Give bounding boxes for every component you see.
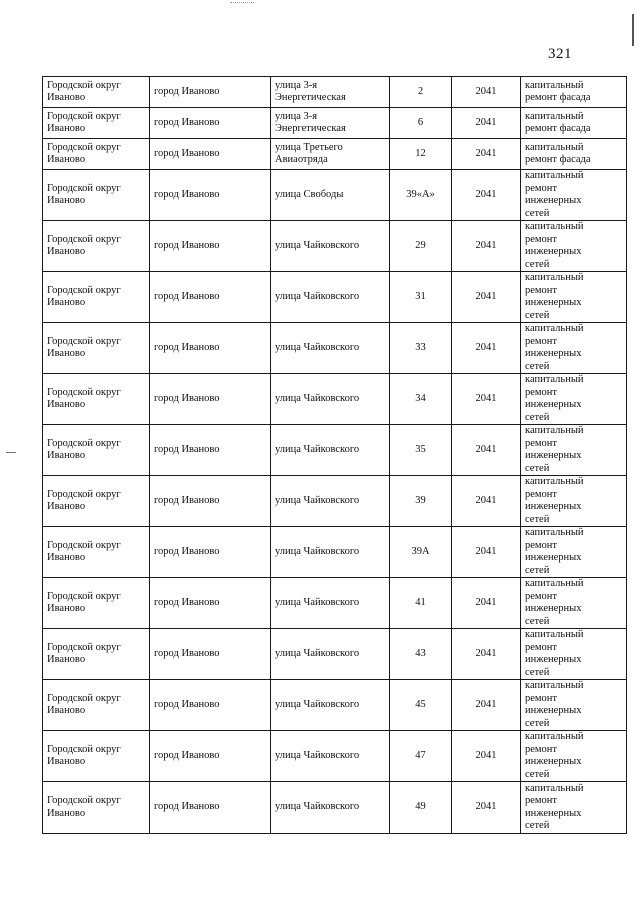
street-cell: улица Чайковского <box>271 374 390 425</box>
work-type-text: капитальный ремонт инженерных сетей <box>525 323 584 372</box>
year-cell: 2041 <box>452 374 521 425</box>
house-number-cell: 33 <box>390 323 452 374</box>
work-type-text: капитальный ремонт фасада <box>525 110 591 134</box>
table-row <box>43 425 627 476</box>
house-number-cell: 31 <box>390 272 452 323</box>
work-type-text: капитальный ремонт инженерных сетей <box>525 425 584 474</box>
house-number-cell: 34 <box>390 374 452 425</box>
work-type-text: капитальный ремонт инженерных сетей <box>525 221 584 270</box>
scan-artifact <box>230 2 254 6</box>
repair-schedule-table <box>42 76 627 834</box>
work-type-cell <box>521 782 627 834</box>
work-type-text: капитальный ремонт инженерных сетей <box>525 680 584 729</box>
table-row <box>43 221 627 272</box>
year-cell: 2041 <box>452 527 521 578</box>
municipality-cell: Городской округ Иваново <box>43 374 150 425</box>
table-row <box>43 476 627 527</box>
house-number-cell: 43 <box>390 629 452 680</box>
municipality-cell: Городской округ Иваново <box>43 782 150 834</box>
settlement-cell: город Иваново <box>150 374 271 425</box>
scan-edge-artifact <box>632 14 634 46</box>
table-row <box>43 170 627 221</box>
house-number-cell: 12 <box>390 139 452 170</box>
street-cell: улица Третьего Авиаотряда <box>271 139 390 170</box>
work-type-text: капитальный ремонт инженерных сетей <box>525 272 584 321</box>
street-cell: улица Чайковского <box>271 221 390 272</box>
table-row <box>43 108 627 139</box>
house-number-cell: 39 <box>390 476 452 527</box>
year-cell: 2041 <box>452 629 521 680</box>
street-cell: улица Чайковского <box>271 782 390 834</box>
work-type-cell <box>521 629 627 680</box>
year-cell: 2041 <box>452 578 521 629</box>
work-type-cell <box>521 578 627 629</box>
work-type-cell <box>521 731 627 782</box>
year-cell: 2041 <box>452 272 521 323</box>
municipality-cell: Городской округ Иваново <box>43 323 150 374</box>
work-type-text: капитальный ремонт инженерных сетей <box>525 731 584 780</box>
settlement-cell: город Иваново <box>150 782 271 834</box>
settlement-cell: город Иваново <box>150 221 271 272</box>
municipality-cell: Городской округ Иваново <box>43 272 150 323</box>
municipality-cell: Городской округ Иваново <box>43 425 150 476</box>
table-row <box>43 323 627 374</box>
settlement-cell: город Иваново <box>150 731 271 782</box>
settlement-cell: город Иваново <box>150 578 271 629</box>
table-row <box>43 77 627 108</box>
year-cell: 2041 <box>452 77 521 108</box>
work-type-cell <box>521 425 627 476</box>
house-number-cell: 6 <box>390 108 452 139</box>
table-row <box>43 731 627 782</box>
settlement-cell: город Иваново <box>150 425 271 476</box>
work-type-cell <box>521 139 627 170</box>
house-number-cell: 2 <box>390 77 452 108</box>
house-number-cell: 41 <box>390 578 452 629</box>
year-cell: 2041 <box>452 221 521 272</box>
year-cell: 2041 <box>452 139 521 170</box>
settlement-cell: город Иваново <box>150 77 271 108</box>
table-row <box>43 782 627 834</box>
house-number-cell: 29 <box>390 221 452 272</box>
settlement-cell: город Иваново <box>150 170 271 221</box>
house-number-cell: 39А <box>390 527 452 578</box>
settlement-cell: город Иваново <box>150 139 271 170</box>
house-number-cell: 39«А» <box>390 170 452 221</box>
year-cell: 2041 <box>452 782 521 834</box>
year-cell: 2041 <box>452 108 521 139</box>
municipality-cell: Городской округ Иваново <box>43 77 150 108</box>
year-cell: 2041 <box>452 680 521 731</box>
margin-mark <box>6 452 16 453</box>
year-cell: 2041 <box>452 476 521 527</box>
work-type-cell <box>521 77 627 108</box>
street-cell: улица 3-я Энергетическая <box>271 77 390 108</box>
work-type-text: капитальный ремонт фасада <box>525 141 591 165</box>
settlement-cell: город Иваново <box>150 323 271 374</box>
work-type-cell <box>521 272 627 323</box>
municipality-cell: Городской округ Иваново <box>43 108 150 139</box>
year-cell: 2041 <box>452 425 521 476</box>
municipality-cell: Городской округ Иваново <box>43 680 150 731</box>
settlement-cell: город Иваново <box>150 629 271 680</box>
work-type-cell <box>521 108 627 139</box>
municipality-cell: Городской округ Иваново <box>43 170 150 221</box>
house-number-cell: 47 <box>390 731 452 782</box>
work-type-text: капитальный ремонт фасада <box>525 79 591 103</box>
work-type-text: капитальный ремонт инженерных сетей <box>525 476 584 525</box>
table-row <box>43 578 627 629</box>
work-type-text: капитальный ремонт инженерных сетей <box>525 170 584 219</box>
street-cell: улица Свободы <box>271 170 390 221</box>
table-row <box>43 680 627 731</box>
municipality-cell: Городской округ Иваново <box>43 629 150 680</box>
municipality-cell: Городской округ Иваново <box>43 578 150 629</box>
work-type-text: капитальный ремонт инженерных сетей <box>525 578 584 627</box>
table-row <box>43 527 627 578</box>
street-cell: улица Чайковского <box>271 476 390 527</box>
street-cell: улица Чайковского <box>271 680 390 731</box>
settlement-cell: город Иваново <box>150 680 271 731</box>
settlement-cell: город Иваново <box>150 272 271 323</box>
table-row <box>43 272 627 323</box>
work-type-cell <box>521 323 627 374</box>
street-cell: улица Чайковского <box>271 731 390 782</box>
street-cell: улица Чайковского <box>271 578 390 629</box>
page-number: 321 <box>548 46 572 62</box>
municipality-cell: Городской округ Иваново <box>43 527 150 578</box>
street-cell: улица 3-я Энергетическая <box>271 108 390 139</box>
work-type-text: капитальный ремонт инженерных сетей <box>525 629 584 678</box>
work-type-cell <box>521 527 627 578</box>
table-row <box>43 374 627 425</box>
street-cell: улица Чайковского <box>271 425 390 476</box>
house-number-cell: 45 <box>390 680 452 731</box>
work-type-text: капитальный ремонт инженерных сетей <box>525 527 584 576</box>
work-type-cell <box>521 374 627 425</box>
year-cell: 2041 <box>452 323 521 374</box>
street-cell: улица Чайковского <box>271 323 390 374</box>
year-cell: 2041 <box>452 731 521 782</box>
table-row <box>43 629 627 680</box>
municipality-cell: Городской округ Иваново <box>43 731 150 782</box>
municipality-cell: Городской округ Иваново <box>43 476 150 527</box>
house-number-cell: 49 <box>390 782 452 834</box>
settlement-cell: город Иваново <box>150 476 271 527</box>
work-type-cell <box>521 170 627 221</box>
settlement-cell: город Иваново <box>150 108 271 139</box>
work-type-text: капитальный ремонт инженерных сетей <box>525 782 584 831</box>
year-cell: 2041 <box>452 170 521 221</box>
work-type-cell <box>521 680 627 731</box>
work-type-text: капитальный ремонт инженерных сетей <box>525 374 584 423</box>
house-number-cell: 35 <box>390 425 452 476</box>
table-row <box>43 139 627 170</box>
street-cell: улица Чайковского <box>271 272 390 323</box>
street-cell: улица Чайковского <box>271 629 390 680</box>
work-type-cell <box>521 221 627 272</box>
settlement-cell: город Иваново <box>150 527 271 578</box>
street-cell: улица Чайковского <box>271 527 390 578</box>
work-type-cell <box>521 476 627 527</box>
municipality-cell: Городской округ Иваново <box>43 139 150 170</box>
municipality-cell: Городской округ Иваново <box>43 221 150 272</box>
